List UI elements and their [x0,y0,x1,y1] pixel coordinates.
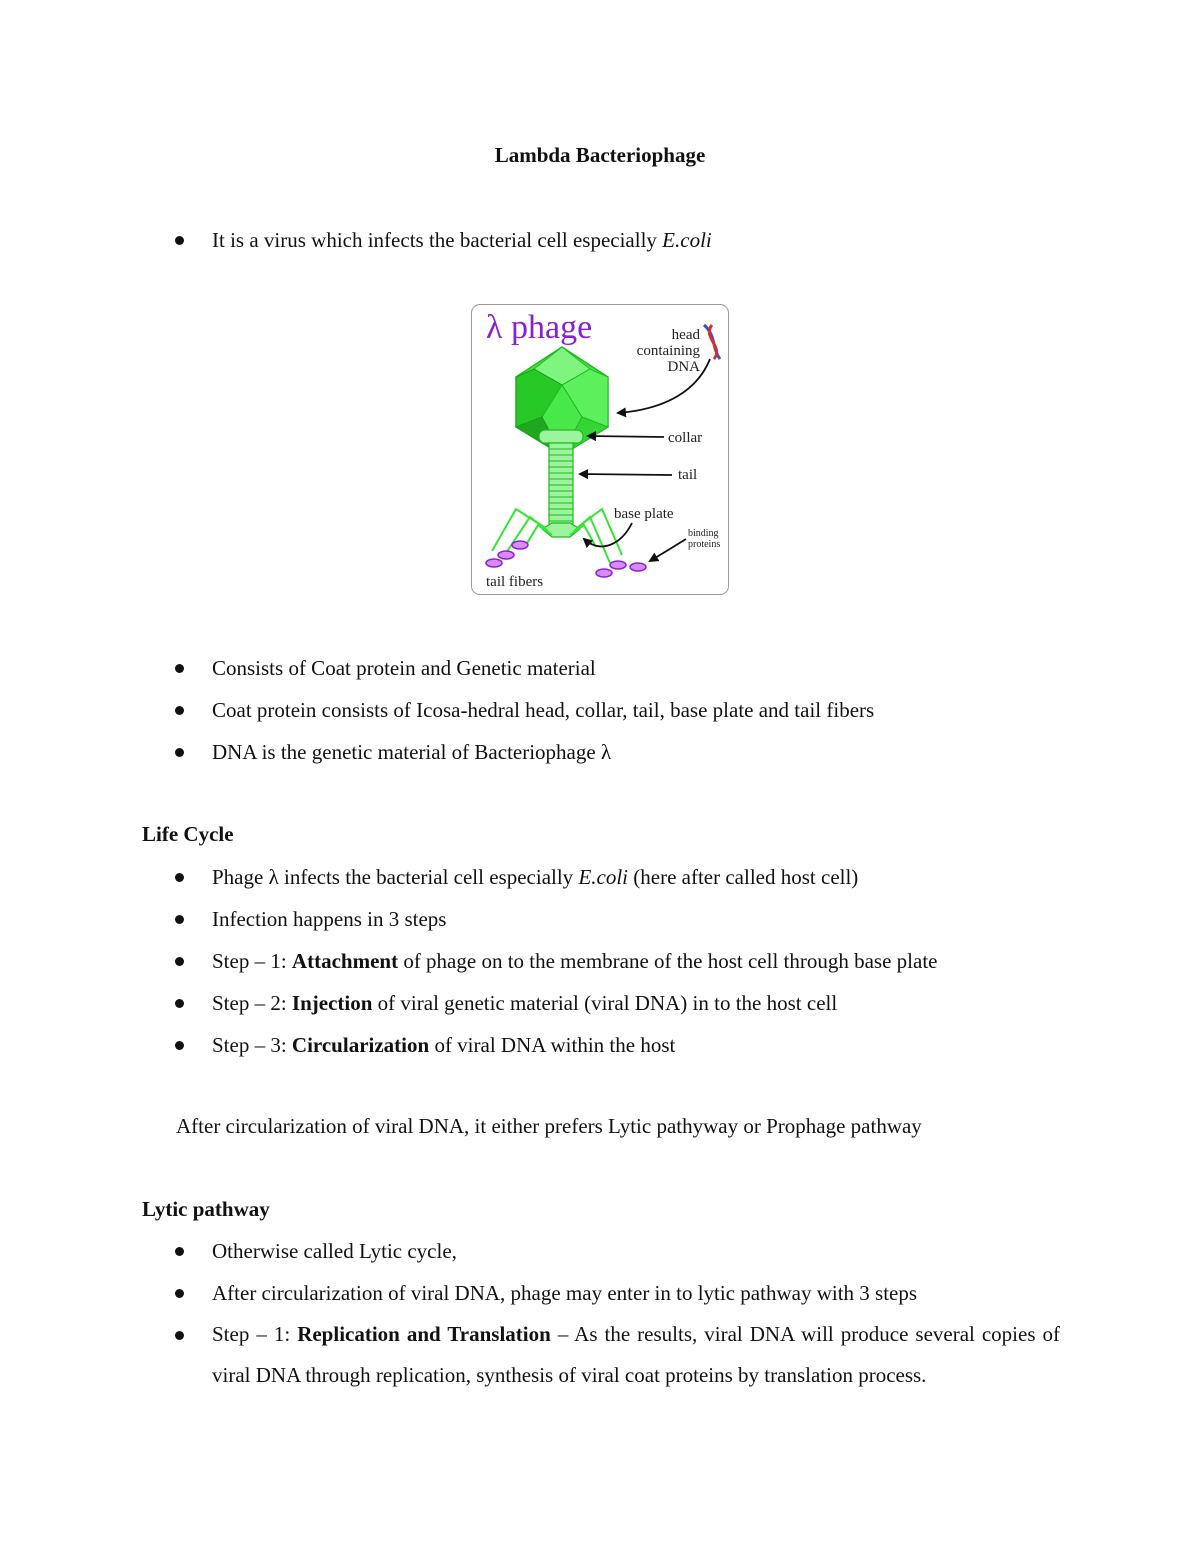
lytic-step-1 [212,1314,1060,1396]
list-text: DNA is the genetic material of Bacteriophage λ [212,740,612,764]
label-tail-fibers: tail fibers [486,574,544,590]
step-prefix: Step – 1: [212,949,292,973]
label-collar: collar [668,430,703,446]
step-text: of viral genetic material (viral DNA) in to the host cell [372,991,838,1015]
step-bold: Circularization [291,1033,430,1057]
list-item [172,227,1072,253]
list-item [172,697,1072,723]
label-head: head [671,327,700,343]
list-item [172,1032,1072,1058]
list-item [172,1280,1072,1306]
bullet-icon [175,236,184,245]
lytic-list [172,1238,1072,1396]
list-item [172,990,1072,1016]
bullet-icon [175,706,184,715]
step-text: – As the results, viral DNA will produce several copies of viral DNA through replication, synthesis of viral coat proteins by translation process. [212,1322,1061,1387]
list-item [172,906,1072,932]
bullet-icon [175,1331,184,1340]
list-text: Otherwise called Lytic cycle, [212,1239,457,1263]
bullet-icon [175,748,184,757]
bullet-icon [175,957,184,966]
list-text: Infection happens in 3 steps [212,907,447,931]
list-item [172,864,1072,890]
tail-sheath [549,443,573,525]
list-text: Consists of Coat protein and Genetic material [212,656,596,680]
step-text: of viral DNA within the host [429,1033,676,1057]
intro-italic: E.coli [662,228,712,252]
figure-title: λ phage [486,309,593,346]
lytic-pathway-heading: Lytic pathway [142,1197,270,1221]
list-item [172,1314,1072,1396]
step-bold: Attachment [291,949,399,973]
list-item [172,739,1072,765]
label-base-plate: base plate [614,506,674,522]
life-cycle-heading: Life Cycle [142,822,234,846]
label-containing: containing [636,343,700,359]
bullet-icon [175,999,184,1008]
label-dna: DNA [667,359,700,375]
step-prefix: Step – 3: [212,1033,292,1057]
step-prefix: Step – 1: [212,1322,298,1346]
list-item [172,948,1072,974]
list-item [172,1238,1072,1264]
collar [539,430,583,443]
life-cycle-list [172,864,1072,1058]
step-prefix: Step – 2: [212,991,292,1015]
intro-list [172,227,1072,253]
step-text: of phage on to the membrane of the host cell through base plate [398,949,938,973]
bullet-icon [175,1041,184,1050]
lambda-phage-figure [471,304,729,595]
dna-helix-icon [704,325,720,359]
list-item [172,655,1072,681]
phage-diagram [472,305,730,596]
list-text: (here after called host cell) [628,865,859,889]
label-binding: binding [688,528,719,539]
bullet-icon [175,1289,184,1298]
list-text: After circularization of viral DNA, phage may enter in to lytic pathway with 3 steps [212,1281,918,1305]
bullet-icon [175,873,184,882]
coat-list [172,655,1072,765]
label-tail: tail [678,467,698,483]
bullet-icon [175,915,184,924]
list-text: Coat protein consists of Icosa-hedral head, collar, tail, base plate and tail fibers [212,698,875,722]
bullet-icon [175,664,184,673]
after-circularization-paragraph: After circularization of viral DNA, it either prefers Lytic pathyway or Prophage pathway [176,1114,922,1138]
list-italic: E.coli [578,865,629,889]
step-bold: Replication and Translation [297,1322,551,1346]
list-text: Phage λ infects the bacterial cell especially [212,865,579,889]
bullet-icon [175,1247,184,1256]
intro-text: It is a virus which infects the bacterial cell especially [212,228,663,252]
label-proteins: proteins [688,539,721,550]
step-bold: Injection [291,991,373,1015]
page-title: Lambda Bacteriophage [494,143,706,167]
